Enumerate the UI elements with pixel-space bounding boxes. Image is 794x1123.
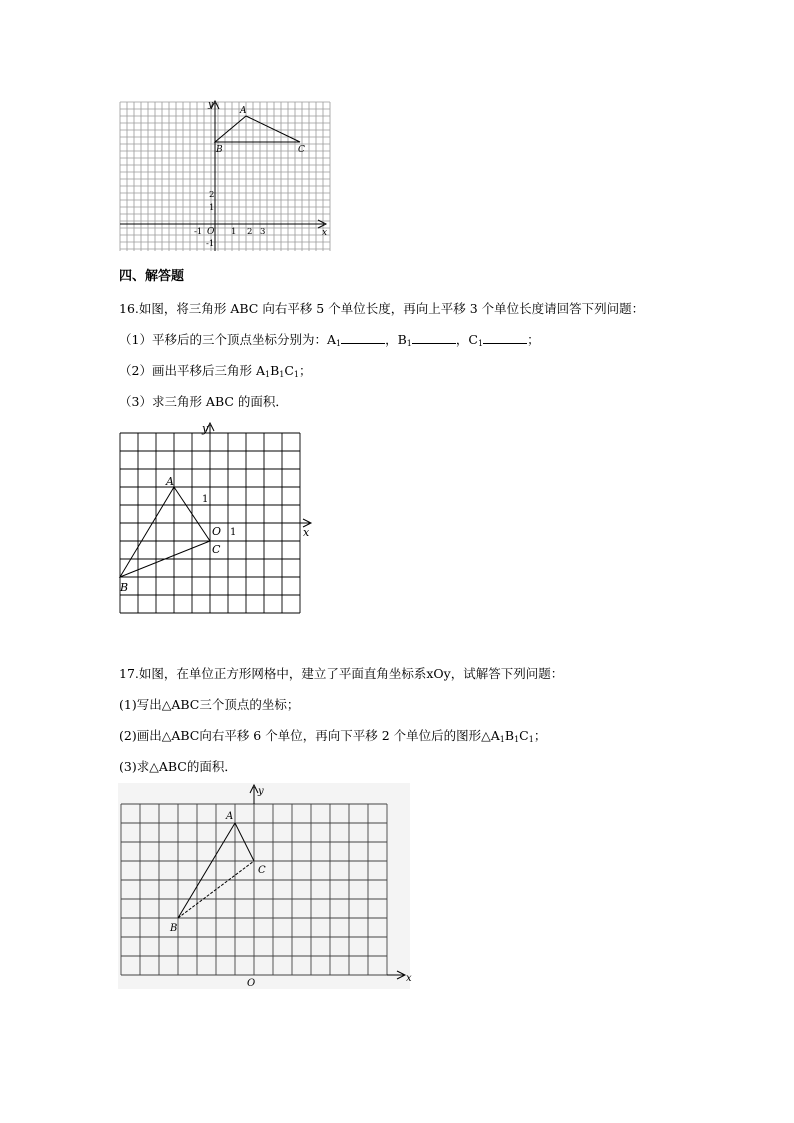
figure-1-y-label: y [208, 100, 214, 110]
figure-17-origin-label: O [247, 978, 256, 989]
figure-17-x-label: x [406, 973, 412, 984]
figure-17-y-label: y [258, 786, 264, 797]
question-17-stem: 17.如图，在单位正方形网格中，建立了平面直角坐标系xOy，试解答下列问题： [119, 666, 564, 681]
figure-16-tick-y-1: 1 [202, 494, 209, 505]
figure-16-tick-x-1: 1 [230, 527, 237, 538]
terminator: ； [299, 363, 312, 378]
separator: ， [385, 332, 398, 347]
point-c1-label: $C_1$ [468, 332, 484, 348]
figure-1-tick-x-1: 1 [231, 227, 237, 237]
figure-16-origin-label: O [212, 525, 222, 538]
answer-blank-a1[interactable] [341, 332, 385, 344]
separator: ， [455, 332, 469, 347]
answer-blank-c1[interactable] [483, 332, 527, 344]
figure-16-grid [120, 433, 300, 613]
figure-1-tick-x-3: 3 [260, 227, 266, 237]
figure-1-vertex-a-label: A [240, 106, 247, 116]
point-b1-label: $B_1$ [397, 332, 412, 348]
question-16-part-2 [119, 363, 312, 379]
figure-16-axes [206, 423, 311, 527]
question-17-part-1: (1)写出△ABC三个顶点的坐标； [119, 697, 300, 712]
section-4-title: 四、解答题 [119, 269, 185, 284]
terminator: ； [527, 332, 540, 347]
question-17-part-3: (3)求△ABC的面积． [119, 759, 237, 774]
figure-1-grid [120, 102, 330, 251]
figure-1-tick-y-neg1: -1 [206, 239, 215, 249]
question-16-part-1-text: （1）平移后的三个顶点坐标分别为： [119, 332, 327, 347]
figure-1-tick-y-1: 1 [209, 203, 215, 213]
terminator: ； [533, 728, 547, 743]
question-17-part-2 [119, 728, 546, 744]
figure-1-triangle-abc [215, 116, 300, 142]
figure-16-x-label: x [303, 526, 310, 539]
figure-16-vertex-c-label: C [212, 543, 221, 556]
figure-17-vertex-b-label: B [170, 923, 178, 934]
question-16-part-2-text: （2）画出平移后三角形 [119, 363, 256, 378]
figure-1-origin-label: O [207, 227, 215, 237]
question-16-stem: 16.如图，将三角形 ABC 向右平移 5 个单位长度，再向上平移 3 个单位长度请回答下列问题： [119, 301, 645, 316]
figure-1-coordinate-grid [118, 99, 336, 255]
figure-1-tick-x-2: 2 [247, 227, 253, 237]
figure-1-vertex-c-label: C [298, 145, 305, 155]
figure-16-y-label: y [202, 422, 209, 435]
figure-16-coordinate-grid [116, 422, 316, 618]
triangle-a1b1c1-label: $A_1B_1C_1$ [490, 728, 534, 744]
figure-1-vertex-b-label: B [216, 145, 223, 155]
figure-1-x-label: x [322, 228, 328, 238]
figure-17-vertex-a-label: A [226, 811, 234, 822]
figure-16-vertex-b-label: B [120, 581, 129, 594]
figure-17-coordinate-grid [118, 783, 418, 989]
question-17-part-2-text: (2)画出△ABC向右平移 6 个单位，再向下平移 2 个单位后的图形△ [119, 728, 491, 743]
question-16-part-3: （3）求三角形 ABC 的面积． [119, 394, 288, 409]
figure-16-vertex-a-label: A [166, 475, 174, 488]
figure-1-tick-x-neg1: -1 [194, 227, 203, 237]
point-a1-label: $A_1$ [326, 332, 342, 348]
question-16-part-1 [119, 332, 540, 348]
answer-blank-b1[interactable] [412, 332, 456, 344]
triangle-a1b1c1-label: $A_1B_1C_1$ [255, 363, 300, 379]
figure-1-tick-y-2: 2 [209, 190, 215, 200]
figure-17-vertex-c-label: C [258, 865, 266, 876]
figure-16-triangle-abc [120, 487, 210, 577]
